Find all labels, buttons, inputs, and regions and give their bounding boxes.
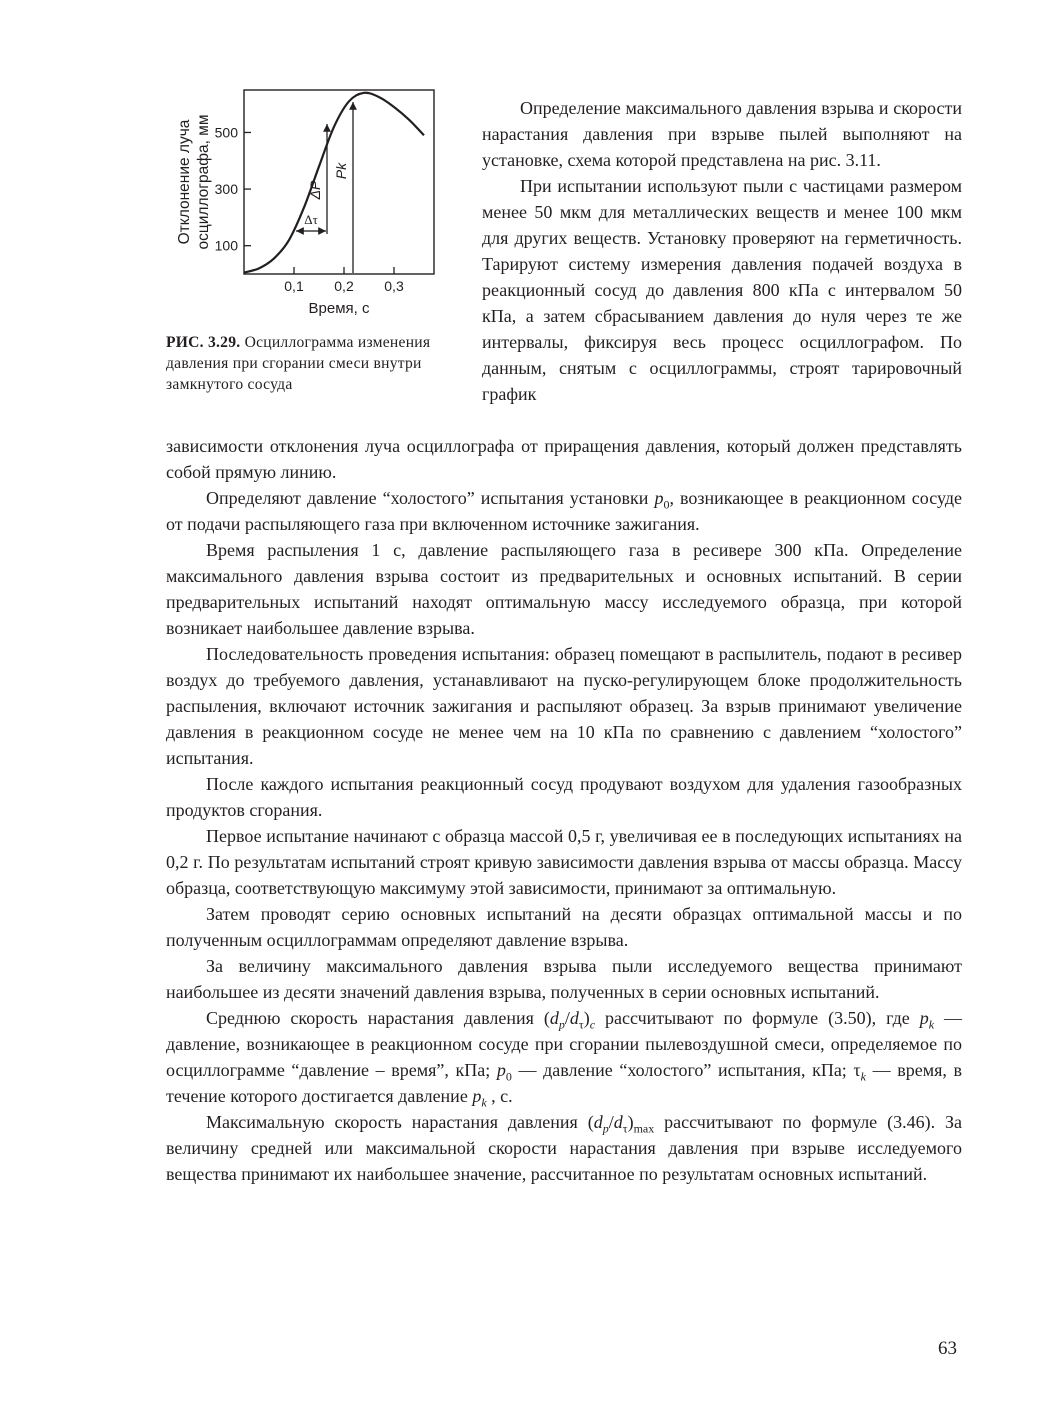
paragraph: зависимости отклонения луча осциллографа от приращения давления, который должен представлять собой прямую линию. <box>166 436 962 482</box>
pressure-curve <box>244 93 424 273</box>
paragraph: Последовательность проведения испытания: образец помещают в распылитель, подают в ресивер воздух до требуемого давления, устанавливают на пуско-регулирующем блоке продолжительность распыления, включают источник зажигания и распыляют образец. За взрыв принимают увеличение давления в реакционном сосуде не менее чем на 10 кПа по сравнению с давлением “холостого” испытания. <box>166 644 962 768</box>
p-k-label: Pk <box>333 162 349 180</box>
delta-tau-label: Δτ <box>304 212 318 227</box>
y-tick-label: 100 <box>214 237 238 254</box>
paragraph: Время распыления 1 с, давление распыляющего газа в ресивере 300 кПа. Определение максимального давления взрыва состоит из предварительных и основных испытаний. В серии предварительных испытаний находят оптимальную массу исследуемого образца, при которой возникает наибольшее давление взрыва. <box>166 540 962 638</box>
paragraph: При испытании используют пыли с частицами размером менее 50 мкм для металлических веществ и менее 100 мкм для других веществ. Установку проверяют на герметичность. Тарируют систему измерения давления подачей воздуха в реакционный сосуд до давления 800 кПа с интервалом 50 кПа, а затем сбрасыванием давления до нуля через те же интервалы, фиксируя весь процесс осциллографом. По данным, снятым с осциллограммы, строят тарировочный график <box>482 176 962 404</box>
page-number: 63 <box>938 1338 957 1359</box>
x-tick-label: 0,1 <box>284 278 304 294</box>
caption-text: Осциллограмма изменения давления при сгорании смеси внутри замкнутого сосуда <box>166 334 431 393</box>
y-axis-label-line2: осциллографа, мм <box>195 114 212 250</box>
x-tick-label: 0,2 <box>334 278 354 294</box>
paragraph-formula-avg: Среднюю скорость нарастания давления $(d_p/d_\tau)_c$ рассчитывают по формуле (3.50), где $p_k$ — давление, возникающее в реакционном сосуде при сгорании пылевоздушной смеси, определяемое по осциллограмме “давление – время”, кПа; $p_0$ — давление “холостого” испытания, кПа; $\tau_k$ — время, в течение которого достигается давление $p_k$ , с. <box>166 1008 963 1110</box>
figure-caption <box>166 332 461 395</box>
main-text <box>166 433 962 1187</box>
paragraph: Определение максимального давления взрыва и скорости нарастания давления при взрыве пылей выполняют на установке, схема которой представлена на рис. 3.11. <box>482 98 962 170</box>
paragraph: Затем проводят серию основных испытаний на десяти образцах оптимальной массы и по полученным осциллограммам определяют давление взрыва. <box>166 904 962 950</box>
oscillogram-chart <box>160 88 460 328</box>
paragraph: Первое испытание начинают с образца массой 0,5 г, увеличивая ее в последующих испытаниях на 0,2 г. По результатам испытаний строят кривую зависимости давления взрыва от массы образца. Массу образца, соответствующую максимуму этой зависимости, принимают за оптимальную. <box>166 826 962 898</box>
paragraph: После каждого испытания реакционный сосуд продувают воздухом для удаления газообразных продуктов сгорания. <box>166 774 962 820</box>
tick-group <box>215 124 404 294</box>
x-tick-label: 0,3 <box>384 278 404 294</box>
caption-label: РИС. 3.29. <box>166 334 241 351</box>
paragraph: Определяют давление “холостого” испытания установки $p_0$, возникающее в реакционном сосуде от подачи распыляющего газа при включенном источнике зажигания. <box>166 488 962 534</box>
y-axis-label-line1: Отклонение луча <box>176 119 193 245</box>
right-column-text <box>482 95 962 407</box>
y-tick-label: 300 <box>214 181 238 198</box>
paragraph-formula-max: Максимальную скорость нарастания давления $(d_p/d_\tau)_{max}$ рассчитывают по формуле (3.46). За величину средней или максимальной скорости нарастания давления при взрыве исследуемого вещества принимают их наибольшее значение, рассчитанное по результатам основных испытаний. <box>166 1112 962 1184</box>
x-axis-label: Время, с <box>308 300 370 317</box>
paragraph: За величину максимального давления взрыва пыли исследуемого вещества принимают наибольшее из десяти значений давления взрыва, полученных в серии основных испытаний. <box>166 956 962 1002</box>
delta-p-label: ΔP <box>307 180 323 200</box>
series-group <box>244 93 424 273</box>
y-tick-label: 500 <box>214 124 238 141</box>
